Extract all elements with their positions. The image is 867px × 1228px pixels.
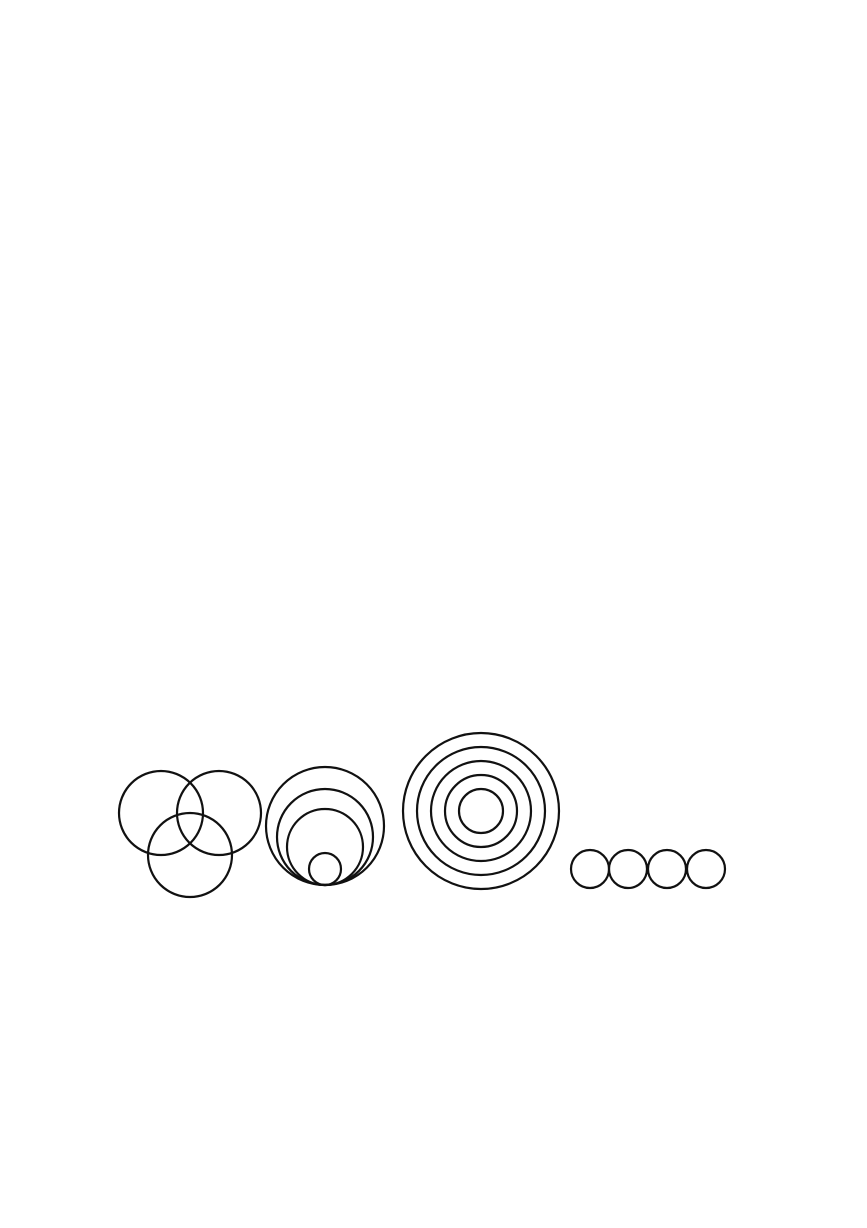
diagram-b-circle-system [266, 767, 384, 885]
diagram-c-circle-tissue [417, 747, 545, 875]
diagram-b-circle-organ [277, 789, 373, 885]
diagram-b-circle-cell [309, 853, 341, 885]
diagram-d-circle-system [687, 850, 725, 888]
diagram-d-circle-cell [571, 850, 609, 888]
diagram-d-circle-tissue [609, 850, 647, 888]
diagram-c-circle-system [459, 789, 503, 833]
relationship-diagrams [0, 720, 867, 940]
diagram-b-circle-tissue [287, 809, 363, 885]
diagram-c-circle-cell [403, 733, 559, 889]
diagram-c-circle-outer-system [445, 775, 517, 847]
diagram-d-circle-organ [648, 850, 686, 888]
